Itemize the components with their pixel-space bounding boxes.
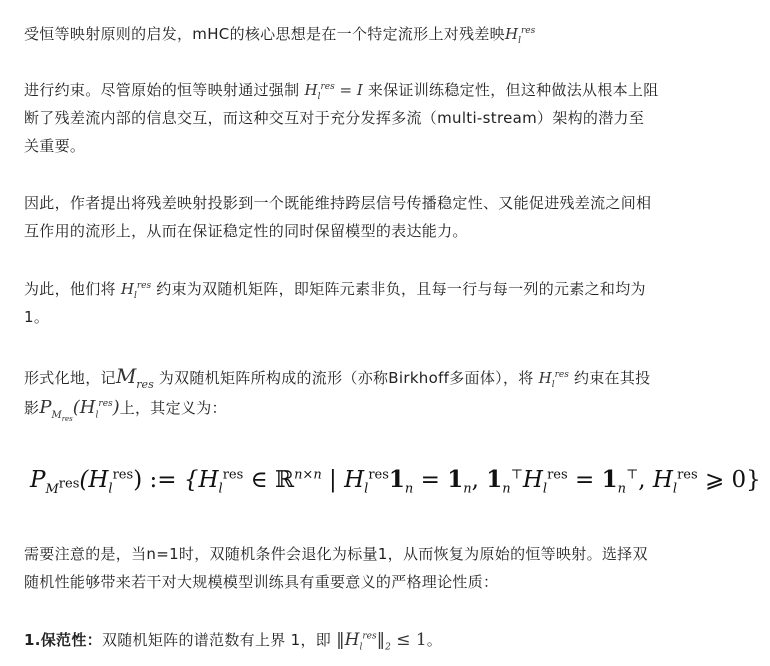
p2-text-b: 来保证训练稳定性，但这种做法从根本上阻 — [367, 81, 659, 99]
p5-math-a: $M_{res}$ — [115, 364, 154, 391]
p7-end: 。 — [426, 631, 443, 649]
p5-text-a: 形式化地，记 — [24, 369, 116, 387]
paragraph-6-line-1: 需要注意的是，当n=1时，双随机条件会退化为标量1，从而恢复为原始的恒等映射。选择双 — [24, 545, 648, 563]
p5-text-c: 约束在其投 — [573, 369, 651, 387]
paragraph-5-line-2 — [24, 394, 724, 422]
p5-text-b: 为双随机矩阵所构成的流形（亦称Birkhoff多面体），将 — [158, 369, 534, 387]
p4-text-b: 约束为双随机矩阵，即矩阵元素非负，且每一行与每一列的元素之和均为 — [156, 280, 646, 298]
p5-math-b: $H_l^{res}$ — [538, 369, 569, 390]
p1-math: $H_l^{res}$ — [504, 25, 536, 46]
p2-text-a: 进行约束。尽管原始的恒等映射通过强制 — [24, 81, 300, 99]
paragraph-5 — [24, 362, 724, 392]
property-title: 1.保范性： — [24, 631, 102, 649]
paragraph-3-line-2: 互作用的流形上，从而在保证稳定性的同时保留模型的表达能力。 — [24, 222, 468, 240]
paragraph-6-line-2: 随机性能够带来若干对大规模模型训练具有重要意义的严格理论性质： — [24, 573, 499, 591]
p5-line2-a: 影 — [24, 399, 40, 417]
paragraph-2-line-3: 关重要。 — [24, 137, 86, 155]
paragraph-4-line-2: 1。 — [24, 308, 50, 326]
paragraph-3-line-1: 因此，作者提出将残差映射投影到一个既能维持跨层信号传播稳定性、又能促进残差流之间相 — [24, 194, 652, 212]
p5-line2-math: $P_{M_{res}}(H_l^{res})$ — [39, 397, 120, 423]
paragraph-1 — [24, 20, 724, 48]
projection-equation: $P_{M^{res}}(H_l^{res})$ := {$H_l^{res}$ ∈ ℝ$^{n\times n}$ | $H_l^{res}1_n = 1_n$, $1_n^⊤H_l^{res} = 1_n^⊤$, $H_l^{res}$ ⩾ 0} — [30, 466, 761, 497]
p2-math: $H_l^{res} = I$ — [304, 81, 363, 102]
p4-text-a: 为此，他们将 — [24, 280, 116, 298]
paragraph-2-line-2: 断了残差流内部的信息交互，而这种交互对于充分发挥多流（multi-stream）架构的潜力至 — [24, 109, 645, 127]
p1-text: 受恒等映射原则的启发，mHC的核心思想是在一个特定流形上对残差映 — [24, 25, 505, 43]
paragraph-7 — [24, 626, 724, 654]
paragraph-4 — [24, 275, 724, 303]
p7-math: $‖H_l^{res}‖_2 \le 1$ — [336, 630, 427, 653]
paragraph-2 — [24, 76, 724, 104]
p5-line2-b: 上，其定义为： — [119, 399, 227, 417]
p7-text: 双随机矩阵的谱范数有上界 1，即 — [101, 631, 332, 649]
p4-math: $H_l^{res}$ — [120, 280, 152, 301]
